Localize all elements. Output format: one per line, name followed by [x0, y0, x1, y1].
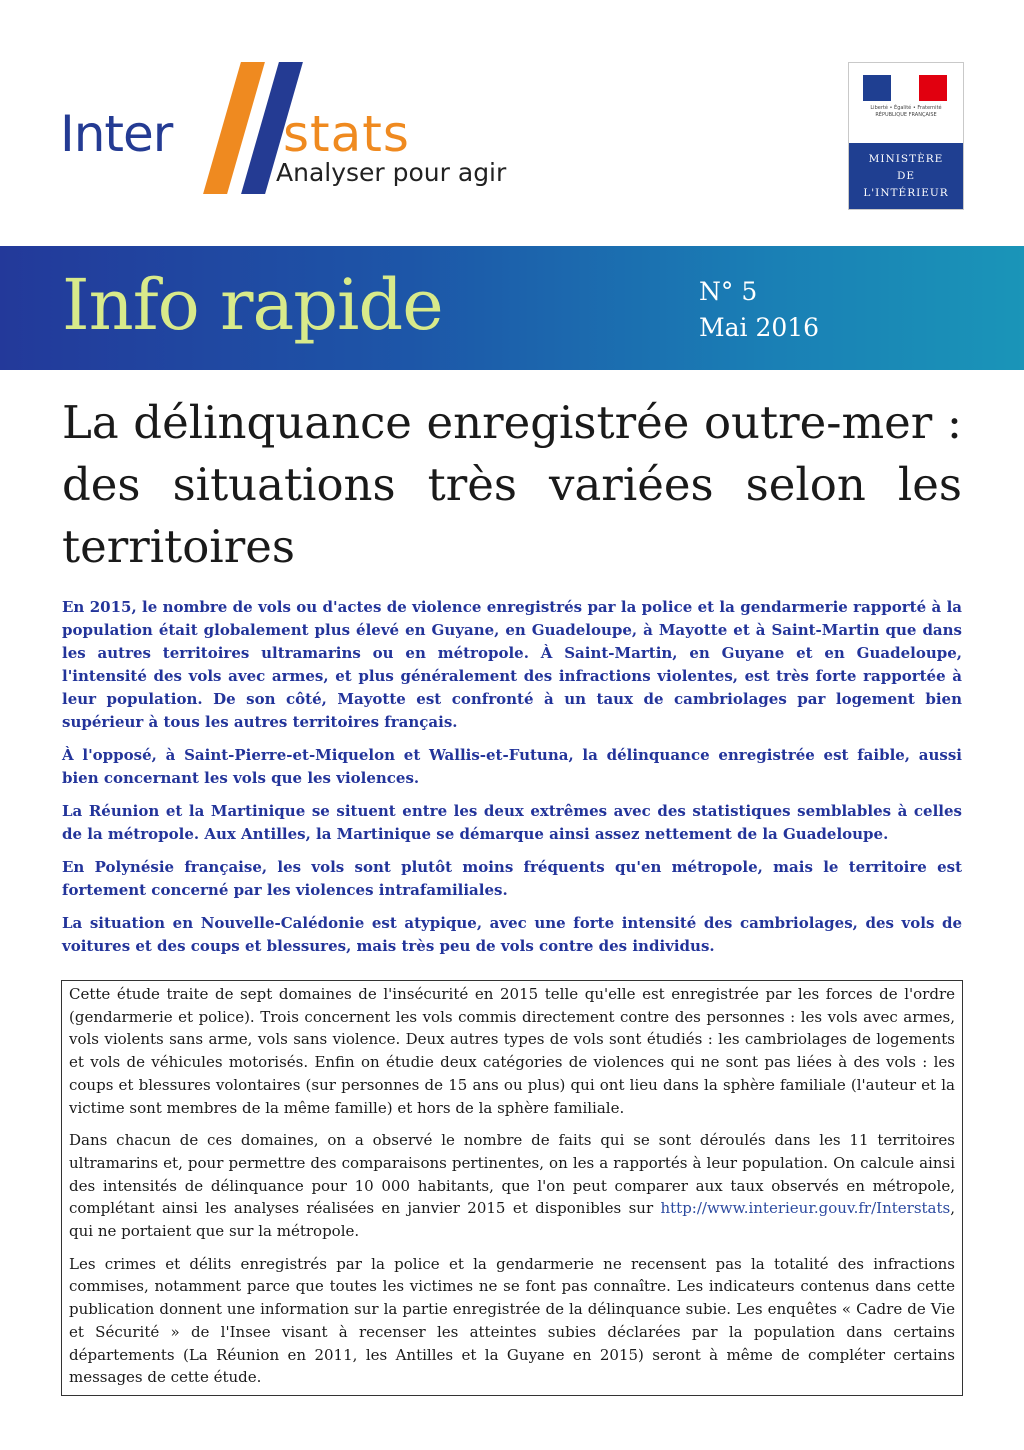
interstats-logo [60, 60, 520, 200]
logo-stats-text: stats [283, 105, 410, 163]
info-rapide-banner [0, 246, 1024, 370]
republic-caption: Liberté • Égalité • Fraternité RÉPUBLIQUE FRANÇAISE [870, 105, 942, 118]
ministry-line-3: L'INTÉRIEUR [863, 186, 949, 199]
methodology-paragraph-3: Les crimes et délits enregistrés par la police et la gendarmerie ne recensent pas la totalité des infractions commises, notamment parce que toutes les victimes ne se font pas connaître. Les indicateurs contenus dans cette publication donnent une information sur la partie enregistrée de la délinquance subie. Les enquêtes « Cadre de Vie et Sécurité » de l'Insee visant à recenser les atteintes subies déclarées par la population dans certains départements (La Réunion en 2011, les Antilles et la Guyane en 2015) seront à même de compléter certains messages de cette étude. [69, 1254, 955, 1387]
abstract-paragraph: La Réunion et la Martinique se situent entre les deux extrêmes avec des statistiques semblables à celles de la métropole. Aux Antilles, la Martinique se démarque ainsi assez nettement de la Guadeloupe. [62, 802, 962, 843]
issue-number: N° 5 [699, 277, 758, 306]
methodology-text: Dans chacun de ces domaines, on a observé le nombre de faits qui se sont déroulés dans les 11 territoires ultramarins et, pour permettre des comparaisons pertinentes, on les a rapportés à leur population. On calcule ainsi des intensités de délinquance pour 10 000 habitants, que l'on peut comparer aux taux observés en métropole, complétant ainsi les analyses réalisées en janvier 2015 et disponibles sur [69, 1131, 955, 1218]
logo-inter-text: Inter [60, 105, 173, 163]
methodology-box [61, 980, 963, 1396]
ministry-label [849, 143, 963, 209]
methodology-paragraph-2 [69, 1129, 955, 1243]
methodology-paragraph-1: Cette étude traite de sept domaines de l'insécurité en 2015 telle qu'elle est enregistrée par les forces de l'ordre (gendarmerie et police). Trois concernent les vols commis directement contre des personnes : les vols avec armes, vols violents sans arme, vols sans violence. Deux autres types de vols sont étudiés : les cambriolages de logements et vols de véhicules motorisés. Enfin on étudie deux catégories de violences qui ne sont pas liées à des vols : les coups et blessures volontaires (sur personnes de 15 ans ou plus) qui ont lieu dans la sphère familiale (l'auteur et la victime sont membres de la même famille) et hors de la sphère familiale. [69, 985, 955, 1117]
french-flag-icon [863, 75, 947, 101]
ministry-logo [848, 62, 964, 210]
abstract-paragraph: La situation en Nouvelle-Calédonie est atypique, avec une forte intensité des cambriolages, des vols de voitures et des coups et blessures, mais très peu de vols contre des individus. [62, 914, 962, 955]
page-title: La délinquance enregistrée outre-mer : des situations très variées selon les territoires [62, 396, 962, 573]
banner-title: Info rapide [62, 264, 443, 346]
logo-tagline: Analyser pour agir [276, 158, 507, 187]
issue-date: Mai 2016 [699, 313, 820, 342]
abstract [62, 596, 962, 968]
abstract-paragraph: En 2015, le nombre de vols ou d'actes de violence enregistrés par la police et la gendarmerie rapporté à la population était globalement plus élevé en Guyane, en Guadeloupe, à Mayotte et à Saint-Martin que dans les autres territoires ultramarins ou en métropole. À Saint-Martin, en Guyane et en Guadeloupe, l'intensité des vols avec armes, et plus généralement des infractions violentes, est très forte rapportée à leur population. De son côté, Mayotte est confronté à un taux de cambriolages par logement bien supérieur à tous les autres territoires français. [62, 598, 962, 731]
ministry-line-2: DE [896, 169, 916, 182]
ministry-line-1: MINISTÈRE [868, 152, 944, 165]
abstract-paragraph: En Polynésie française, les vols sont plutôt moins fréquents qu'en métropole, mais le territoire est fortement concerné par les violences intrafamiliales. [62, 858, 962, 899]
issue-info [699, 274, 819, 346]
methodology-text: , qui ne portaient que sur la métropole. [69, 1199, 955, 1241]
abstract-paragraph: À l'opposé, à Saint-Pierre-et-Miquelon et Wallis-et-Futuna, la délinquance enregistrée est faible, aussi bien concernant les vols que les violences. [62, 746, 962, 787]
interstats-link[interactable]: http://www.interieur.gouv.fr/Interstats [660, 1199, 951, 1218]
